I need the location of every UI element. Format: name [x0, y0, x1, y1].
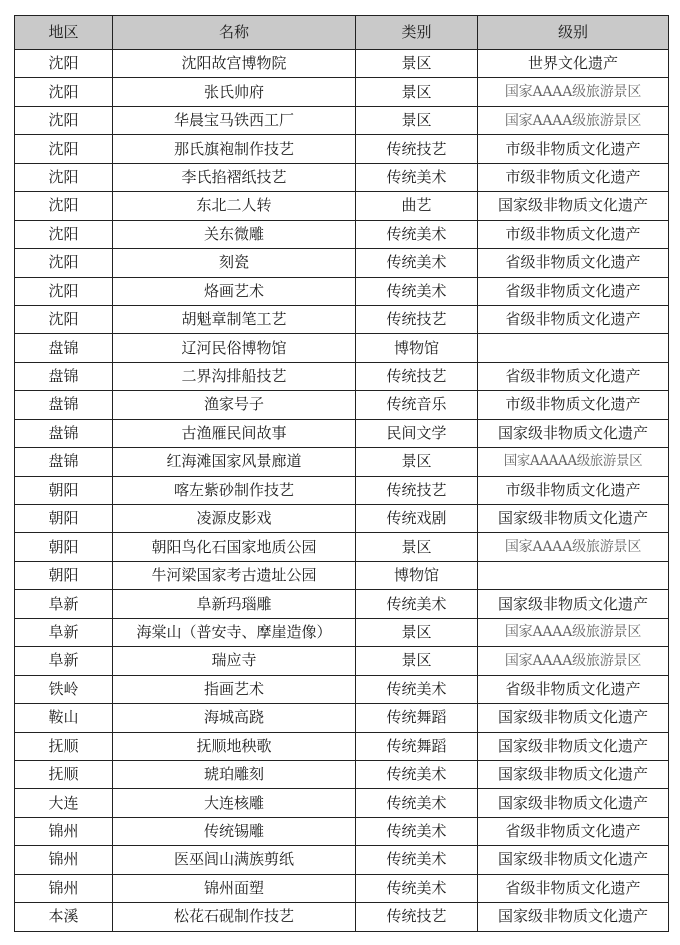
name-cell: 海城高跷 [113, 704, 356, 732]
category-cell: 传统技艺 [356, 476, 478, 504]
level-cell [478, 561, 669, 589]
table-row [15, 533, 669, 561]
name-cell: 那氏旗袍制作技艺 [113, 135, 356, 163]
level-cell: 市级非物质文化遗产 [478, 135, 669, 163]
name-cell: 医巫闾山满族剪纸 [113, 846, 356, 874]
category-cell: 传统美术 [356, 249, 478, 277]
table-row [15, 704, 669, 732]
level-cell: 省级非物质文化遗产 [478, 874, 669, 902]
region-cell: 沈阳 [15, 305, 113, 333]
table-body [15, 50, 669, 932]
category-cell: 传统舞蹈 [356, 704, 478, 732]
level-cell: 国家级非物质文化遗产 [478, 846, 669, 874]
region-cell: 沈阳 [15, 135, 113, 163]
name-cell: 牛河梁国家考古遗址公园 [113, 561, 356, 589]
level-cell: 国家AAAA级旅游景区 [478, 618, 669, 646]
header-name: 名称 [113, 16, 356, 50]
category-cell: 传统美术 [356, 760, 478, 788]
category-cell: 博物馆 [356, 334, 478, 362]
category-cell: 景区 [356, 78, 478, 106]
table-row [15, 448, 669, 476]
name-cell: 烙画艺术 [113, 277, 356, 305]
table-row [15, 106, 669, 134]
category-cell: 传统音乐 [356, 391, 478, 419]
region-cell: 大连 [15, 789, 113, 817]
level-cell: 国家AAAA级旅游景区 [478, 106, 669, 134]
category-cell: 传统美术 [356, 220, 478, 248]
table-row [15, 277, 669, 305]
table-row [15, 192, 669, 220]
level-cell: 世界文化遗产 [478, 50, 669, 78]
region-cell: 锦州 [15, 874, 113, 902]
name-cell: 朝阳鸟化石国家地质公园 [113, 533, 356, 561]
category-cell: 景区 [356, 50, 478, 78]
header-region: 地区 [15, 16, 113, 50]
name-cell: 海棠山（普安寺、摩崖造像） [113, 618, 356, 646]
region-cell: 盘锦 [15, 448, 113, 476]
region-cell: 朝阳 [15, 476, 113, 504]
table-row [15, 903, 669, 931]
name-cell: 李氏掐褶纸技艺 [113, 163, 356, 191]
category-cell: 博物馆 [356, 561, 478, 589]
level-cell: 省级非物质文化遗产 [478, 362, 669, 390]
region-cell: 沈阳 [15, 78, 113, 106]
name-cell: 传统锡雕 [113, 817, 356, 845]
table-row [15, 505, 669, 533]
region-cell: 沈阳 [15, 106, 113, 134]
level-cell: 国家级非物质文化遗产 [478, 590, 669, 618]
category-cell: 传统戏剧 [356, 505, 478, 533]
table-row [15, 760, 669, 788]
category-cell: 传统美术 [356, 789, 478, 817]
region-cell: 朝阳 [15, 533, 113, 561]
table-row [15, 590, 669, 618]
category-cell: 传统技艺 [356, 135, 478, 163]
region-cell: 沈阳 [15, 50, 113, 78]
region-cell: 抚顺 [15, 760, 113, 788]
name-cell: 华晨宝马铁西工厂 [113, 106, 356, 134]
level-cell: 国家级非物质文化遗产 [478, 419, 669, 447]
name-cell: 东北二人转 [113, 192, 356, 220]
category-cell: 传统美术 [356, 163, 478, 191]
table-row [15, 561, 669, 589]
table-row [15, 419, 669, 447]
name-cell: 锦州面塑 [113, 874, 356, 902]
region-cell: 盘锦 [15, 334, 113, 362]
level-cell: 国家级非物质文化遗产 [478, 704, 669, 732]
category-cell: 传统舞蹈 [356, 732, 478, 760]
region-cell: 盘锦 [15, 362, 113, 390]
table-row [15, 618, 669, 646]
region-cell: 盘锦 [15, 391, 113, 419]
region-cell: 阜新 [15, 590, 113, 618]
name-cell: 凌源皮影戏 [113, 505, 356, 533]
table-row [15, 789, 669, 817]
name-cell: 抚顺地秧歌 [113, 732, 356, 760]
level-cell: 国家级非物质文化遗产 [478, 760, 669, 788]
table-row [15, 732, 669, 760]
level-cell: 国家AAAA级旅游景区 [478, 647, 669, 675]
table-row [15, 846, 669, 874]
region-cell: 沈阳 [15, 277, 113, 305]
region-cell: 鞍山 [15, 704, 113, 732]
category-cell: 景区 [356, 647, 478, 675]
level-cell: 国家级非物质文化遗产 [478, 903, 669, 931]
level-cell: 省级非物质文化遗产 [478, 817, 669, 845]
category-cell: 景区 [356, 533, 478, 561]
table-row [15, 647, 669, 675]
region-cell: 抚顺 [15, 732, 113, 760]
name-cell: 红海滩国家风景廊道 [113, 448, 356, 476]
name-cell: 关东微雕 [113, 220, 356, 248]
table-row [15, 362, 669, 390]
category-cell: 民间文学 [356, 419, 478, 447]
name-cell: 沈阳故宫博物院 [113, 50, 356, 78]
table-row [15, 305, 669, 333]
name-cell: 刻瓷 [113, 249, 356, 277]
region-cell: 沈阳 [15, 220, 113, 248]
name-cell: 阜新玛瑙雕 [113, 590, 356, 618]
level-cell: 市级非物质文化遗产 [478, 163, 669, 191]
name-cell: 古渔雁民间故事 [113, 419, 356, 447]
level-cell: 省级非物质文化遗产 [478, 305, 669, 333]
region-cell: 阜新 [15, 647, 113, 675]
header-category: 类别 [356, 16, 478, 50]
table-row [15, 334, 669, 362]
name-cell: 渔家号子 [113, 391, 356, 419]
level-cell: 国家AAAA级旅游景区 [478, 533, 669, 561]
table-row [15, 675, 669, 703]
region-cell: 沈阳 [15, 249, 113, 277]
level-cell: 市级非物质文化遗产 [478, 476, 669, 504]
category-cell: 传统技艺 [356, 362, 478, 390]
category-cell: 景区 [356, 106, 478, 134]
table-row [15, 391, 669, 419]
level-cell: 省级非物质文化遗产 [478, 277, 669, 305]
region-cell: 锦州 [15, 846, 113, 874]
category-cell: 景区 [356, 448, 478, 476]
name-cell: 辽河民俗博物馆 [113, 334, 356, 362]
category-cell: 传统美术 [356, 277, 478, 305]
region-cell: 沈阳 [15, 192, 113, 220]
category-cell: 曲艺 [356, 192, 478, 220]
region-cell: 阜新 [15, 618, 113, 646]
level-cell: 市级非物质文化遗产 [478, 220, 669, 248]
table-row [15, 874, 669, 902]
region-cell: 本溪 [15, 903, 113, 931]
category-cell: 传统技艺 [356, 305, 478, 333]
level-cell: 国家级非物质文化遗产 [478, 505, 669, 533]
region-cell: 铁岭 [15, 675, 113, 703]
name-cell: 指画艺术 [113, 675, 356, 703]
level-cell: 国家级非物质文化遗产 [478, 732, 669, 760]
name-cell: 大连核雕 [113, 789, 356, 817]
category-cell: 传统美术 [356, 817, 478, 845]
level-cell: 国家级非物质文化遗产 [478, 789, 669, 817]
name-cell: 二界沟排船技艺 [113, 362, 356, 390]
table-row [15, 78, 669, 106]
name-cell: 瑞应寺 [113, 647, 356, 675]
region-cell: 盘锦 [15, 419, 113, 447]
region-cell: 锦州 [15, 817, 113, 845]
category-cell: 传统美术 [356, 675, 478, 703]
table-row [15, 135, 669, 163]
category-cell: 传统美术 [356, 590, 478, 618]
region-cell: 朝阳 [15, 561, 113, 589]
table-row [15, 249, 669, 277]
name-cell: 胡魁章制笔工艺 [113, 305, 356, 333]
name-cell: 张氏帅府 [113, 78, 356, 106]
level-cell: 国家AAAAA级旅游景区 [478, 448, 669, 476]
name-cell: 松花石砚制作技艺 [113, 903, 356, 931]
table-header-row [15, 16, 669, 50]
table-row [15, 817, 669, 845]
level-cell: 市级非物质文化遗产 [478, 391, 669, 419]
name-cell: 琥珀雕刻 [113, 760, 356, 788]
table-row [15, 50, 669, 78]
name-cell: 喀左紫砂制作技艺 [113, 476, 356, 504]
table-row [15, 476, 669, 504]
category-cell: 传统技艺 [356, 903, 478, 931]
category-cell: 传统美术 [356, 874, 478, 902]
table-row [15, 220, 669, 248]
heritage-table [14, 15, 669, 932]
level-cell: 国家AAAA级旅游景区 [478, 78, 669, 106]
region-cell: 朝阳 [15, 505, 113, 533]
level-cell: 国家级非物质文化遗产 [478, 192, 669, 220]
header-level: 级别 [478, 16, 669, 50]
category-cell: 传统美术 [356, 846, 478, 874]
heritage-table-container [14, 15, 668, 932]
level-cell [478, 334, 669, 362]
category-cell: 景区 [356, 618, 478, 646]
table-row [15, 163, 669, 191]
level-cell: 省级非物质文化遗产 [478, 249, 669, 277]
region-cell: 沈阳 [15, 163, 113, 191]
level-cell: 省级非物质文化遗产 [478, 675, 669, 703]
